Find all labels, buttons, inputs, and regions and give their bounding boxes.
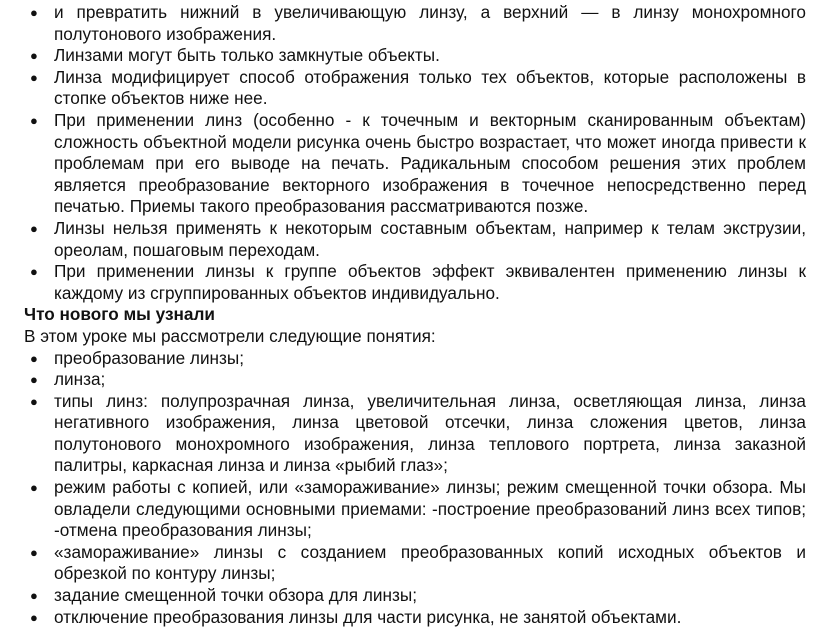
bullet-list-bottom (24, 348, 806, 628)
list-item (24, 348, 806, 370)
list-item (24, 45, 806, 67)
list-item-text: и превратить нижний в увеличивающую линзу, а верхний — в линзу монохромного полутонового изображения. (54, 2, 806, 44)
bullet-icon: ● (30, 220, 38, 236)
list-item-text: При применении линзы к группе объектов эффект эквивалентен применению линзы к каждому из сгруппированных объектов индивидуально. (54, 261, 806, 303)
intro-text: В этом уроке мы рассмотрели следующие понятия: (24, 325, 436, 346)
list-item-text: Линзы нельзя применять к некоторым составным объектам, например к телам экструзии, ореолам, пошаговым переходам. (54, 217, 806, 260)
list-item (24, 369, 806, 391)
list-item (24, 477, 806, 542)
bullet-icon: ● (30, 350, 38, 366)
list-item-text: задание смещенной точки обзора для линзы; (54, 585, 417, 606)
list-item (24, 391, 806, 477)
list-item (24, 542, 806, 585)
bullet-icon: ● (30, 372, 38, 388)
list-item-text: «замораживание» линзы с созданием преобразованных копий исходных объектов и обрезкой по контуру линзы; (54, 541, 806, 584)
list-item (24, 110, 806, 218)
list-item (24, 607, 806, 628)
list-item (24, 2, 806, 45)
list-item-text: линза; (54, 369, 106, 390)
list-item-text: режим работы с копией, или «замораживание» линзы; режим смещенной точки обзора. Мы овладели следующими основными приемами: -построение преобразований линз всех типов; -отмена преобразования линзы; (54, 477, 806, 541)
list-item (24, 585, 806, 607)
list-item (24, 261, 806, 304)
list-item (24, 67, 806, 110)
list-item-text: Линза модифицирует способ отображения только тех объектов, которые расположены в стопке объектов ниже нее. (54, 66, 806, 109)
bullet-icon: ● (30, 5, 38, 20)
bullet-icon: ● (30, 264, 38, 280)
bullet-icon: ● (30, 393, 38, 409)
list-item-text: типы линз: полупрозрачная линза, увеличительная линза, осветляющая линза, линза негативного изображения, линза цветовой отсечки, линза сложения цветов, линза полутонового монохромного изображения, линза теплового портрета, линза заказной палитры, каркасная линза и линза «рыбий глаз»; (54, 390, 806, 476)
list-item-text: Линзами могут быть только замкнутые объекты. (54, 45, 440, 66)
bullet-icon: ● (30, 69, 38, 85)
bullet-icon: ● (30, 609, 38, 625)
section-heading: Что нового мы узнали (24, 304, 215, 325)
list-item-text: отключение преобразования линзы для части рисунка, не занятой объектами. (54, 606, 682, 627)
list-item-text: преобразование линзы; (54, 347, 245, 368)
bullet-icon: ● (30, 480, 38, 496)
bullet-icon: ● (30, 588, 38, 604)
bullet-icon: ● (30, 48, 38, 64)
list-item (24, 218, 806, 261)
list-item-text: При применении линз (особенно - к точечным и векторным сканированным объектам) сложность объектной модели рисунка очень быстро возрастает, что может иногда привести к проблемам при его выводе на печать. Радикальным способом решения этих проблем является преобразование векторного изображения в точечное непосредственно перед печатью. Приемы такого преобразования рассматриваются позже. (54, 109, 806, 217)
bullet-icon: ● (30, 112, 38, 128)
bullet-icon: ● (30, 544, 38, 560)
bullet-list-top (24, 2, 806, 304)
